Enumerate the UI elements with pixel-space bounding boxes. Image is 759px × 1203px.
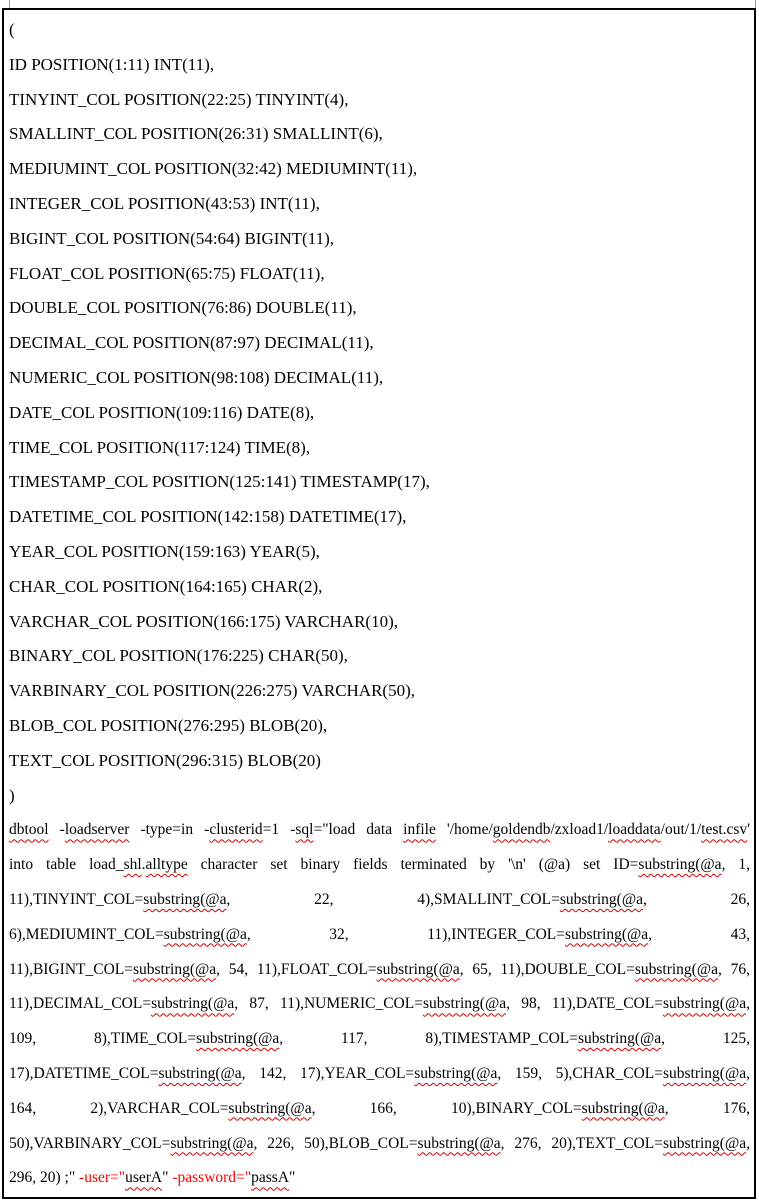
command-text: , 159, 5),CHAR_COL= [497, 1064, 663, 1082]
command-line [9, 1092, 750, 1127]
spellchecked-word: substring(@a [170, 1134, 254, 1152]
definition-line: TEXT_COL POSITION(296:315) BLOB(20) [9, 750, 321, 770]
command-text: - [48, 821, 65, 839]
command-text: , 166, 10),BINARY_COL= [311, 1099, 582, 1117]
command-text: ' [747, 821, 750, 839]
command-text: '/home/ [435, 821, 493, 839]
definition-line: VARBINARY_COL POSITION(226:275) VARCHAR(50), [9, 681, 415, 701]
load-command-paragraph [9, 813, 750, 1196]
command-text: , 98, 11),DATE_COL= [506, 995, 663, 1013]
command-credential-flag: -password=" [172, 1169, 252, 1187]
spellchecked-word: alltype [145, 856, 188, 874]
definition-line: BIGINT_COL POSITION(54:64) BIGINT(11), [9, 228, 335, 248]
spellchecked-word: substring(@a [422, 995, 507, 1013]
command-line [9, 953, 750, 988]
spellchecked-word: sql [295, 821, 314, 839]
spellchecked-word: substring(@a [376, 960, 460, 978]
command-text: 164, 2),VARCHAR_COL= [9, 1099, 229, 1117]
command-text: 50),VARBINARY_COL= [9, 1134, 171, 1152]
command-text: , 176, [664, 1099, 751, 1117]
definition-line: TIME_COL POSITION(117:124) TIME(8), [9, 437, 311, 457]
command-text: , 26, [643, 890, 750, 908]
command-line [9, 1161, 750, 1196]
command-text: , 142, 17),YEAR_COL= [241, 1064, 415, 1082]
spellchecked-word: userA [125, 1169, 163, 1187]
command-text: , 125, [661, 1030, 750, 1048]
command-line [9, 1022, 750, 1057]
spellchecked-word: passA [251, 1169, 290, 1187]
command-text: , [746, 1134, 750, 1152]
spellchecked-word: substring(@a [158, 1064, 242, 1082]
command-line [9, 987, 750, 1022]
definition-line: ) [9, 785, 15, 805]
spellchecked-word: substring(@a [132, 960, 217, 978]
definition-line: ( [9, 20, 15, 39]
spellchecked-word: substring(@a [578, 1030, 662, 1048]
column-definitions-block [9, 13, 750, 813]
command-text: =1 - [262, 821, 296, 839]
definition-line: BLOB_COL POSITION(276:295) BLOB(20), [9, 715, 328, 735]
spellchecked-word: substring(@a [581, 1099, 665, 1117]
definition-line: DATETIME_COL POSITION(142:158) DATETIME(17), [9, 507, 407, 527]
spellchecked-word: clusterid [209, 821, 263, 839]
spellchecked-word: shl [123, 856, 142, 874]
command-text: " [289, 1169, 296, 1187]
command-line [9, 848, 750, 883]
command-text: , 32, 11),INTEGER_COL= [246, 925, 566, 943]
spellchecked-word: substring(@a [634, 960, 718, 978]
spellchecked-word: substring(@a [662, 1134, 747, 1152]
spellchecked-word: substring(@a [662, 1064, 747, 1082]
spellchecked-word: substring(@a [638, 856, 722, 874]
spellchecked-word: substring(@a [565, 925, 649, 943]
command-credential-flag: -user=" [79, 1169, 126, 1187]
spellchecked-word: substring(@a [143, 890, 227, 908]
spellchecked-word: substring(@a [417, 1134, 501, 1152]
document-table-cell [2, 8, 756, 1199]
command-text: , 54, 11),FLOAT_COL= [216, 960, 377, 978]
definition-line: NUMERIC_COL POSITION(98:108) DECIMAL(11), [9, 367, 384, 387]
spellchecked-word: substring(@a [662, 995, 747, 1013]
spellchecked-word: substring(@a [228, 1099, 312, 1117]
command-text: /out/1/ [660, 821, 702, 839]
command-text: , 22, 4),SMALLINT_COL= [226, 890, 560, 908]
command-text: -type=in - [129, 821, 210, 839]
command-text: 17),DATETIME_COL= [9, 1064, 159, 1082]
command-text: 296, 20) ;" [9, 1169, 80, 1187]
definition-line: DOUBLE_COL POSITION(76:86) DOUBLE(11), [9, 298, 357, 318]
spellchecked-word: substring(@a [196, 1030, 280, 1048]
command-text: . [141, 856, 146, 874]
definition-line: CHAR_COL POSITION(164:165) CHAR(2), [9, 576, 323, 596]
command-text: /zxload1/ [550, 821, 609, 839]
definition-line: MEDIUMINT_COL POSITION(32:42) MEDIUMINT(11), [9, 159, 418, 179]
definition-line: YEAR_COL POSITION(159:163) YEAR(5), [9, 541, 320, 561]
definition-line: INTEGER_COL POSITION(43:53) INT(11), [9, 193, 320, 213]
command-text: 11),BIGINT_COL= [9, 960, 133, 978]
command-text: , 226, 50),BLOB_COL= [253, 1134, 418, 1152]
definition-line: DATE_COL POSITION(109:116) DATE(8), [9, 402, 315, 422]
spellchecked-word: dbtool [9, 821, 49, 839]
command-text: 109, 8),TIME_COL= [9, 1030, 197, 1048]
command-text: , 117, 8),TIMESTAMP_COL= [279, 1030, 578, 1048]
command-text: , 43, [648, 925, 751, 943]
definition-line: SMALLINT_COL POSITION(26:31) SMALLINT(6), [9, 124, 383, 144]
command-text: , 65, 11),DOUBLE_COL= [459, 960, 635, 978]
definition-line: TINYINT_COL POSITION(22:25) TINYINT(4), [9, 89, 349, 109]
command-text: , 1, [721, 856, 751, 874]
spellchecked-word: test.csv [701, 821, 748, 839]
command-line [9, 1057, 750, 1092]
spellchecked-word: infile [403, 821, 436, 839]
spellchecked-word: goldendb [492, 821, 551, 839]
command-text: , [746, 995, 750, 1013]
command-text: , 276, 20),TEXT_COL= [500, 1134, 663, 1152]
command-text: 11),TINYINT_COL= [9, 890, 144, 908]
spellchecked-word: loaddata [608, 821, 661, 839]
spellchecked-word: substring(@a [414, 1064, 498, 1082]
command-line [9, 918, 750, 953]
command-text: " [162, 1169, 173, 1187]
command-text: into table load_ [9, 856, 124, 874]
command-text: , [746, 1064, 750, 1082]
spellchecked-word: substring(@a [151, 995, 235, 1013]
spellchecked-word: loadserver [64, 821, 130, 839]
definition-line: TIMESTAMP_COL POSITION(125:141) TIMESTAMP(17), [9, 472, 430, 492]
spellchecked-word: substring(@a [559, 890, 643, 908]
spellchecked-word: substring(@a [163, 925, 247, 943]
command-text: character set binary fields terminated by '\n' (@a) set ID= [187, 856, 639, 874]
command-text: 6),MEDIUMINT_COL= [9, 925, 164, 943]
command-line [9, 1127, 750, 1162]
definition-line: BINARY_COL POSITION(176:225) CHAR(50), [9, 646, 348, 666]
command-text: , 87, 11),NUMERIC_COL= [234, 995, 423, 1013]
command-text: ="load data [313, 821, 404, 839]
command-line [9, 883, 750, 918]
definition-line: FLOAT_COL POSITION(65:75) FLOAT(11), [9, 263, 325, 283]
definition-line: VARCHAR_COL POSITION(166:175) VARCHAR(10), [9, 611, 398, 631]
definition-line: ID POSITION(1:11) INT(11), [9, 54, 215, 74]
command-text: , 76, [717, 960, 750, 978]
command-text: 11),DECIMAL_COL= [9, 995, 152, 1013]
command-line [9, 813, 750, 848]
definition-line: DECIMAL_COL POSITION(87:97) DECIMAL(11), [9, 333, 374, 353]
